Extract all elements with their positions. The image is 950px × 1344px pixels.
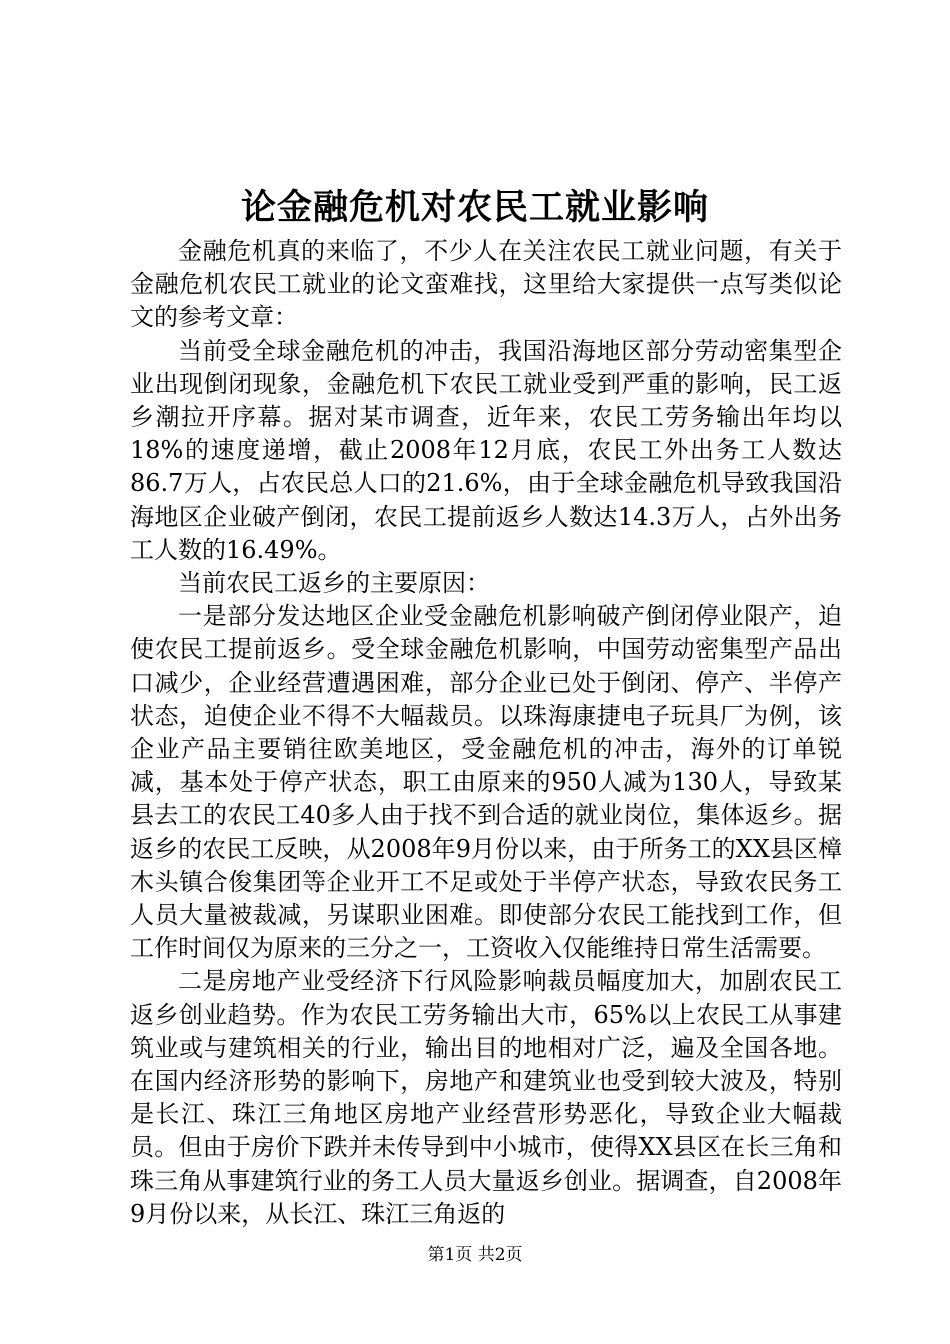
paragraph-reason-one: 一是部分发达地区企业受金融危机影响破产倒闭停业限产，迫使农民工提前返乡。受全球金融危机影响，中国劳动密集型产品出口减少，企业经营遭遇困难，部分企业已处于倒闭、停产、半停产状态，迫使企业不得不大幅裁员。以珠海康捷电子玩具厂为例，该企业产品主要销往欧美地区，受金融危机的冲击，海外的订单锐减，基本处于停产状态，职工由原来的950人减为130人，导致某县去工的农民工40多人由于找不到合适的就业岗位，集体返乡。据返乡的农民工反映，从2008年9月份以来，由于所务工的XX县区樟木头镇合俊集团等企业开工不足或处于半停产状态，导致农民务工人员大量被裁减，另谋职业困难。即使部分农民工能找到工作，但工作时间仅为原来的三分之一，工资收入仅能维持日常生活需要。: [130, 602, 842, 963]
paragraph-reasons-heading: 当前农民工返乡的主要原因：: [178, 569, 490, 598]
page-number-footer: 第1页 共2页: [427, 1245, 523, 1265]
paragraph-background: 当前受全球金融危机的冲击，我国沿海地区部分劳动密集型企业出现倒闭现象，金融危机下农民工就业受到严重的影响，民工返乡潮拉开序幕。据对某市调查，近年来，农民工劳务输出年均以18%的速度递增，截止2008年12月底，农民工外出务工人数达86.7万人，占农民总人口的21.6%，由于全球金融危机导致我国沿海地区企业破产倒闭，农民工提前返乡人数达14.3万人，占外出务工人数的16.49%。: [130, 336, 842, 564]
document-body: [130, 235, 842, 1231]
paragraph-reason-two: 二是房地产业受经济下行风险影响裁员幅度加大，加剧农民工返乡创业趋势。作为农民工劳务输出大市，65%以上农民工从事建筑业或与建筑相关的行业，输出目的地相对广泛，遍及全国各地。在国内经济形势的影响下，房地产和建筑业也受到较大波及，特别是长江、珠江三角地区房地产业经营形势恶化，导致企业大幅裁员。但由于房价下跌并未传导到中小城市，使得XX县区在长三角和珠三角从事建筑行业的务工人员大量返乡创业。据调查，自2008年9月份以来，从长江、珠江三角返的: [130, 967, 842, 1228]
document-title: 论金融危机对农民工就业影响: [240, 187, 709, 228]
paragraph-intro: 金融危机真的来临了，不少人在关注农民工就业问题，有关于金融危机农民工就业的论文蛮难找，这里给大家提供一点写类似论文的参考文章：: [130, 237, 842, 332]
